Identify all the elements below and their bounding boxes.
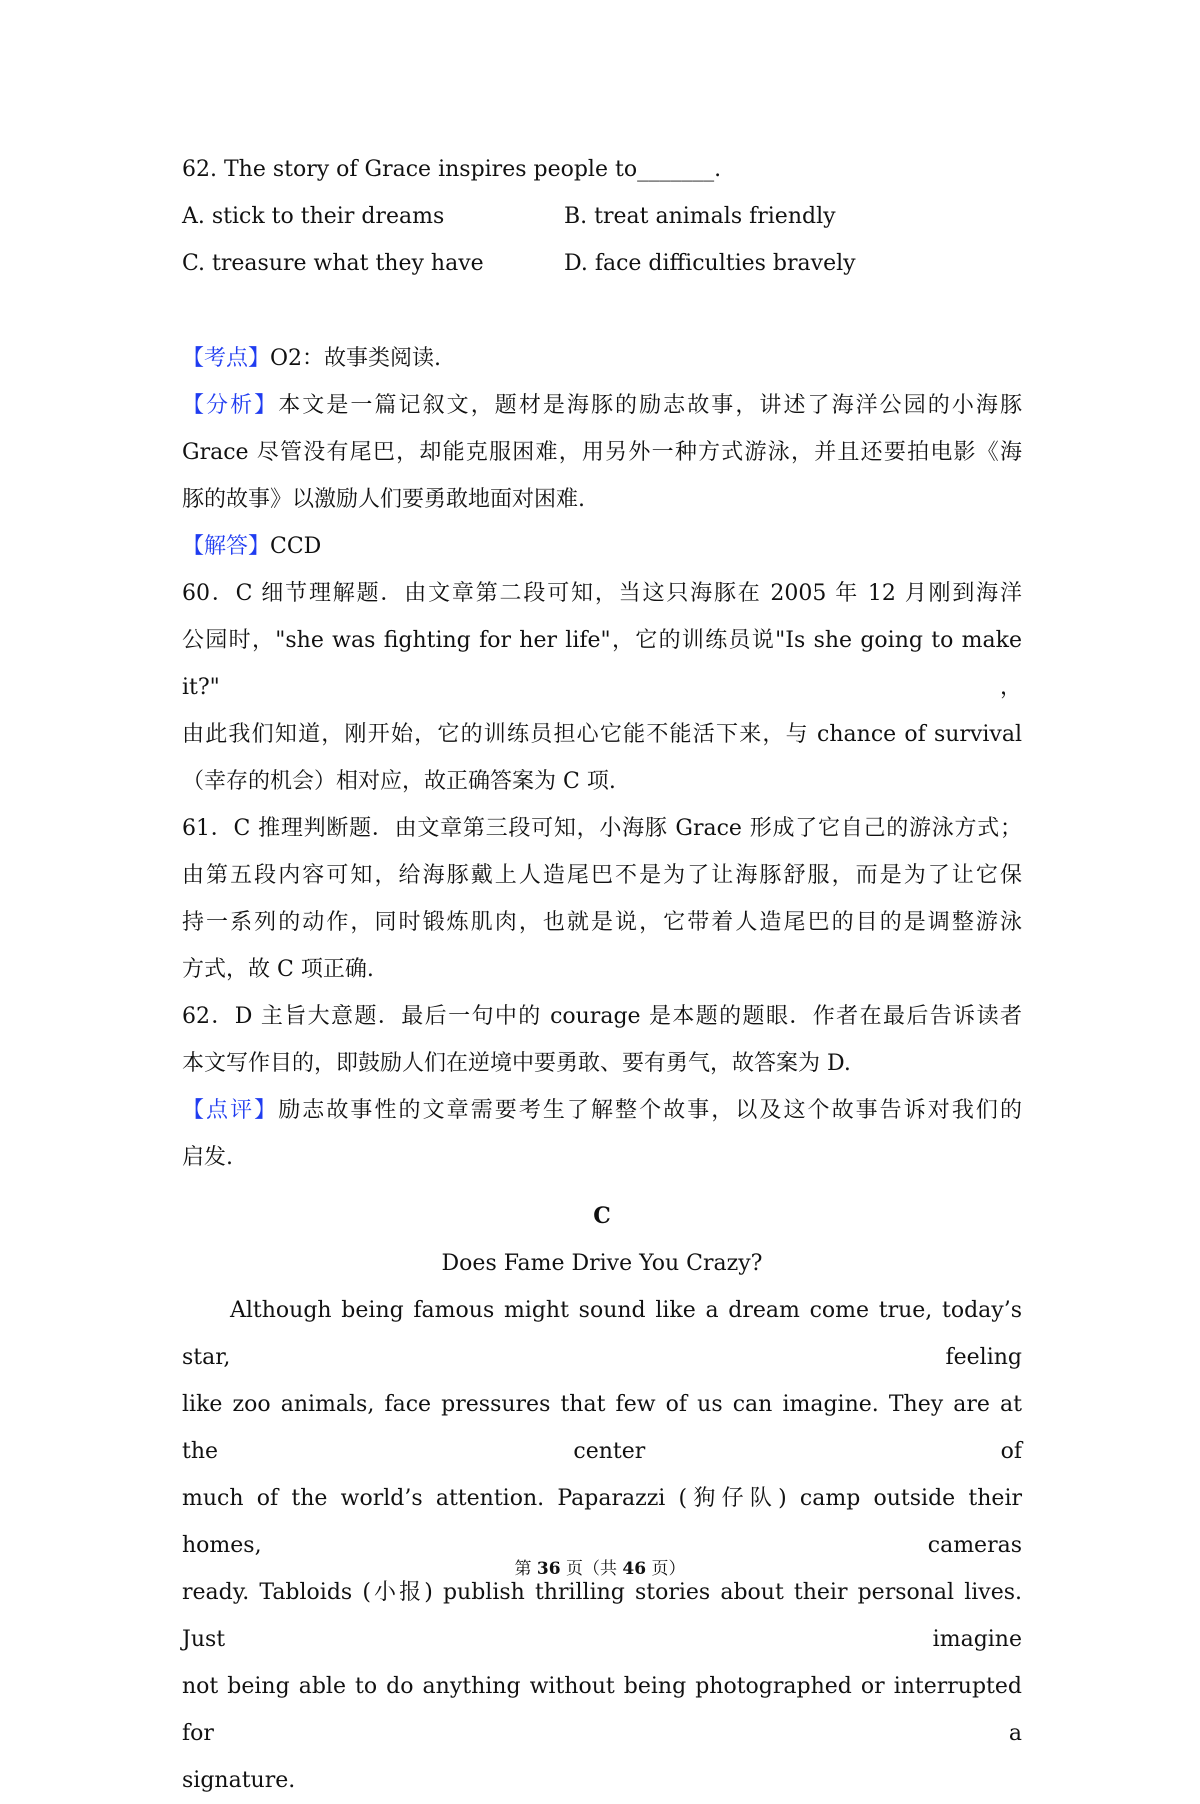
q62-line-1: 62．D 主旨大意题．最后一句中的 courage 是本题的题眼．作者在最后告诉读者 — [182, 1004, 1022, 1029]
passage-line-4: ready. Tabloids (小报) publish thrilling stories about their personal lives. Just imagine — [182, 1580, 1022, 1652]
q61-line-1: 61．C 推理判断题．由文章第三段可知，小海豚 Grace 形成了它自己的游泳方式； — [182, 816, 1022, 841]
jieda-label: 【解答】 — [182, 534, 271, 559]
q60-line-1: 60．C 细节理解题．由文章第二段可知，当这只海豚在 2005 年 12 月刚到海洋 — [182, 581, 1022, 606]
jieda-line — [182, 523, 1022, 570]
dianping-line-2: 启发. — [182, 1145, 233, 1170]
page-footer — [0, 1554, 1200, 1584]
passage-line-6: signature. — [182, 1768, 296, 1793]
dianping-line-1 — [182, 1087, 1022, 1134]
footer-total-pages: 46 — [622, 1559, 647, 1579]
kaodian-text: O2：故事类阅读. — [270, 346, 442, 371]
q61-line-4: 方式，故 C 项正确. — [182, 957, 374, 982]
fenxi-line-3: 豚的故事》以激励人们要勇敢地面对困难. — [182, 487, 585, 512]
option-a: A. stick to their dreams — [182, 204, 445, 229]
kaodian-label: 【考点】 — [182, 346, 271, 371]
q60-line-4: （幸存的机会）相对应，故正确答案为 C 项. — [182, 769, 616, 794]
dianping-label: 【点评】 — [182, 1098, 279, 1123]
footer-page-number: 36 — [536, 1559, 561, 1579]
analysis-block — [182, 335, 1022, 1181]
fenxi-line-2: Grace 尽管没有尾巴，却能克服困难，用另外一种方式游泳，并且还要拍电影《海 — [182, 440, 1022, 465]
question-block — [182, 146, 1022, 287]
q61-line-2: 由第五段内容可知，给海豚戴上人造尾巴不是为了让海豚舒服，而是为了让它保 — [182, 863, 1022, 888]
fenxi-text-1: 本文是一篇记叙文，题材是海豚的励志故事，讲述了海洋公园的小海豚 — [278, 393, 1022, 418]
options-row-2 — [182, 240, 1022, 287]
jieda-text: CCD — [270, 534, 322, 559]
kaodian-line — [182, 335, 1022, 382]
section-heading: C — [593, 1203, 611, 1229]
passage-line-3: much of the world’s attention. Paparazzi (狗仔队) camp outside their homes, cameras — [182, 1486, 1022, 1558]
q60-line-2: 公园时，"she was fighting for her life"，它的训练员说"Is she going to make it?"， — [182, 628, 1022, 700]
fenxi-label: 【分析】 — [182, 393, 279, 418]
footer-middle: 页（共 — [566, 1559, 617, 1579]
footer-prefix: 第 — [514, 1559, 532, 1579]
option-d: D. face difficulties bravely — [564, 251, 856, 276]
option-b: B. treat animals friendly — [564, 204, 836, 229]
passage-block — [182, 1193, 1022, 1804]
passage-title: Does Fame Drive You Crazy? — [441, 1251, 763, 1276]
dianping-text-1: 励志故事性的文章需要考生了解整个故事，以及这个故事告诉对我们的 — [278, 1098, 1022, 1123]
footer-suffix: 页） — [651, 1559, 686, 1579]
fenxi-line-1 — [182, 382, 1022, 429]
q60-line-3: 由此我们知道，刚开始，它的训练员担心它能不能活下来，与 chance of survival — [182, 722, 1022, 747]
question-stem: 62. The story of Grace inspires people to_______. — [182, 157, 722, 182]
q61-line-3: 持一系列的动作，同时锻炼肌肉，也就是说，它带着人造尾巴的目的是调整游泳 — [182, 910, 1022, 935]
passage-line-2: like zoo animals, face pressures that few of us can imagine. They are at the center of — [182, 1392, 1022, 1464]
passage-line-5: not being able to do anything without being photographed or interrupted for a — [182, 1674, 1022, 1746]
passage-line-1: Although being famous might sound like a dream come true, today’s star, feeling — [182, 1298, 1022, 1370]
options-row-1 — [182, 193, 1022, 240]
option-c: C. treasure what they have — [182, 251, 484, 276]
q62-line-2: 本文写作目的，即鼓励人们在逆境中要勇敢、要有勇气，故答案为 D. — [182, 1051, 851, 1076]
